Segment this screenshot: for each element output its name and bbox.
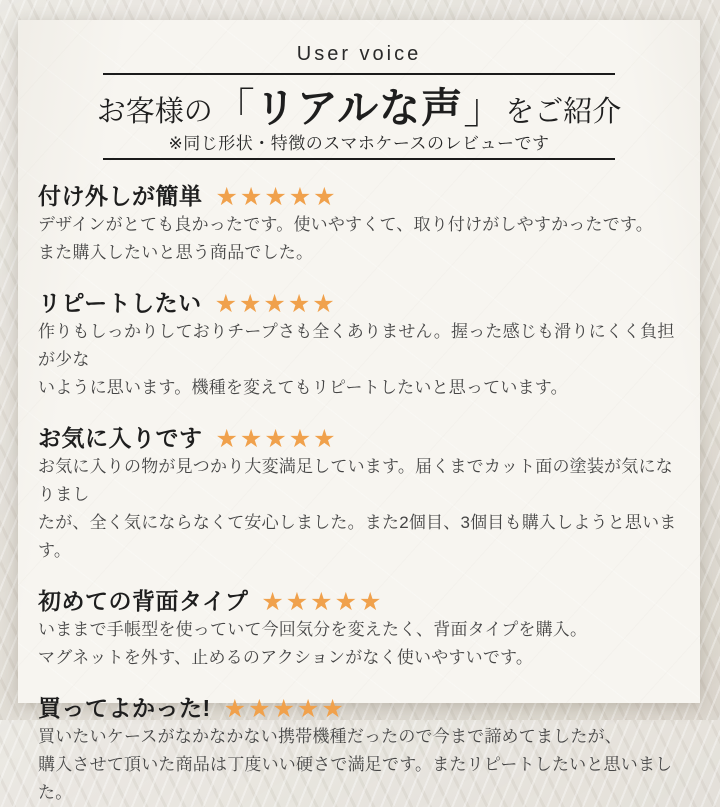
review-body (38, 318, 680, 402)
star-rating-icons: ★★★★★ (214, 289, 337, 318)
review-heading: 付け外しが簡単 (38, 183, 203, 209)
star-rating-icons: ★★★★★ (261, 587, 384, 616)
review-header (38, 425, 680, 451)
review-card (18, 20, 700, 802)
review-body (38, 723, 680, 807)
review-heading: お気に入りです (38, 425, 203, 451)
review-body-line: お気に入りの物が見つかり大変満足しています。届くまでカット面の塗装が気になりまし (38, 457, 673, 504)
title-suffix: をご紹介 (505, 96, 622, 128)
review-heading: リピートしたい (38, 290, 202, 316)
review-header (38, 588, 680, 614)
review-body-line: デザインがとても良かったです。使いやすくて、取り付けがしやすかったです。 (38, 215, 653, 234)
star-rating-icons: ★★★★★ (215, 424, 338, 453)
review-body-line: 購入させて頂いた商品は丁度いい硬さで満足です。またリピートしたいと思いました。 (38, 755, 673, 802)
review-body-line: 買いたいケースがなかなかない携帯機種だったので今まで諦めてましたが、 (38, 727, 622, 746)
review-heading: 買ってよかった! (38, 695, 211, 721)
review-item (38, 425, 680, 565)
review-body (38, 211, 680, 267)
review-item (38, 290, 680, 402)
review-body-line: いままで手帳型を使っていて今回気分を変えたく、背面タイプを購入。 (38, 620, 588, 639)
review-header (38, 290, 680, 316)
star-rating-icons: ★★★★★ (223, 694, 346, 723)
eyebrow-user-voice: User voice (296, 43, 422, 65)
review-item (38, 695, 680, 807)
review-body (38, 453, 680, 565)
review-heading: 初めての背面タイプ (38, 588, 249, 614)
page-title (38, 83, 680, 131)
close-bracket: 」 (463, 87, 506, 133)
review-body-line: たが、全く気にならなくて安心しました。また2個目、3個目も購入しようと思います。 (38, 513, 677, 560)
divider-top (103, 73, 615, 75)
review-item (38, 588, 680, 672)
review-body-line: また購入したいと思う商品でした。 (38, 243, 314, 262)
divider-bottom (103, 158, 615, 160)
review-header (38, 183, 680, 209)
review-item (38, 183, 680, 267)
review-body-line: 作りもしっかりしておりチープさも全くありません。握った感じも滑りにくく負担が少な (38, 322, 675, 369)
review-body-line: マグネットを外す、止めるのアクションがなく使いやすいです。 (38, 648, 534, 667)
star-rating-icons: ★★★★★ (215, 182, 338, 211)
open-bracket: 「 (212, 87, 255, 133)
page-subtitle: ※同じ形状・特徴のスマホケースのレビューです (168, 134, 550, 153)
title-emphasis: リアルな声 (254, 85, 464, 131)
title-prefix: お客様の (96, 96, 213, 128)
review-list (38, 183, 680, 807)
review-body (38, 616, 680, 672)
review-body-line: いように思います。機種を変えてもリピートしたいと思っています。 (38, 378, 568, 397)
review-header (38, 695, 680, 721)
